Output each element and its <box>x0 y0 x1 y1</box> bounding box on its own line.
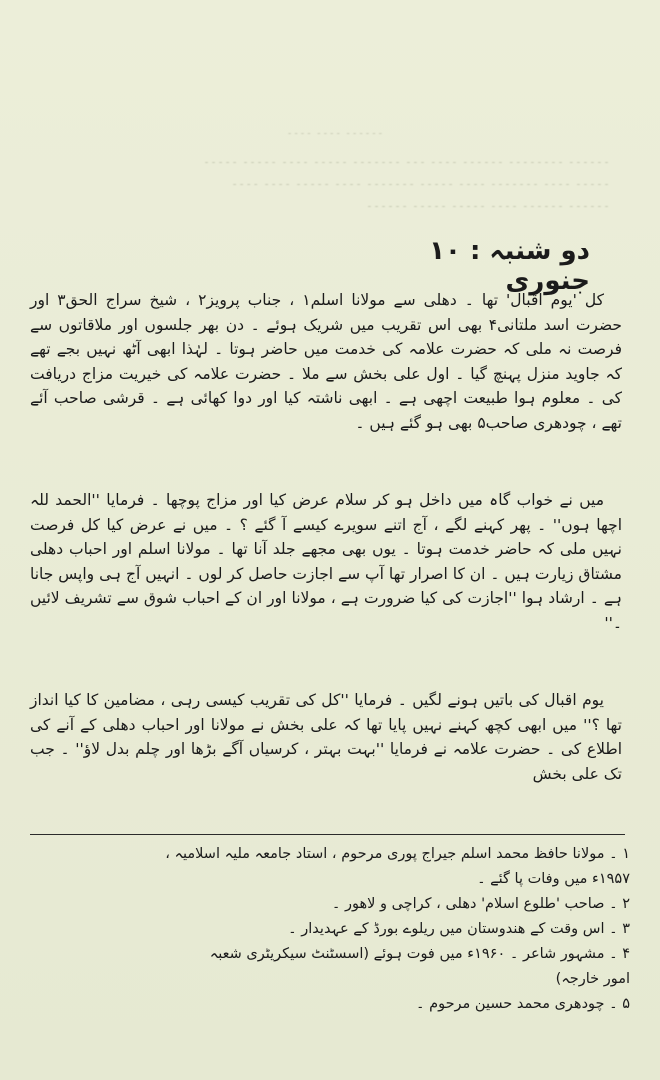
footnote-3: ۳ ۔ اس وقت کے ھندوستان میں ریلوے بورڈ کے عہدیدار ۔ <box>288 921 630 937</box>
footnotes <box>30 842 630 1017</box>
footnote-5: ۵ ۔ چودھری محمد حسین مرحوم ۔ <box>416 996 630 1012</box>
paragraph-text: کل 'یوم اقبال' تھا ۔ دھلی سے مولانا اسلم۱ ، جناب پرویز۲ ، شیخ سراج الحق۳ اور حضرت اسد ملتانی۴ بھی اس تقریب میں شریک ہوئے ۔ دن بھر جلسوں اور ملاقاتوں سے فرصت نہ ملی کہ حضرت علامہ کی خدمت میں حاضر ہوتا ۔ لہٰذا ابھی آٹھ نہیں بجے تھے کہ جاوید منزل پہنچ گیا ۔ اول علی بخش سے ملا ۔ حضرت علامہ کی خیریت مزاج دریافت کی ۔ معلوم ہوا طبیعت اچھی ہے ۔ ابھی ناشتہ کیا اور دوا کھائی ہے ۔ قرشی صاحب آئے تھے ، چودھری صاحب۵ بھی ہو گئے ہیں ۔ <box>30 291 622 432</box>
body-paragraph <box>30 688 622 786</box>
footnote-4-continuation: امور خارجہ) <box>555 971 630 987</box>
body-paragraph <box>30 488 622 635</box>
footnote-2: ۲ ۔ صاحب 'طلوع اسلام' دھلی ، کراچی و لاھور ۔ <box>331 896 630 912</box>
paragraph-text: یوم اقبال کی باتیں ہونے لگیں ۔ فرمایا ''کل کی تقریب کیسی رہی ، مضامین کا کیا انداز تھا ؟'' میں ابھی کچھ کہنے نہیں پایا تھا کہ علی بخش نے مولانا اور احباب دھلی کے آنے کی اطلاع کی ۔ حضرت علامہ نے فرمایا ''بہت بہتر ، کرسیاں آگے بڑھا اور چلم بدل لاؤ'' ۔ جب تک علی بخش <box>30 691 622 783</box>
footnote-1-continuation: ۱۹۵۷ء میں وفات پا گئے ۔ <box>477 871 630 887</box>
footnote-1: ۱ ۔ مولانا حافظ محمد اسلم جیراج پوری مرحوم ، استاد جامعہ ملیہ اسلامیہ ، <box>165 846 630 862</box>
footnote-divider <box>30 834 625 835</box>
entry-date-heading: دو شنبہ : ۱۰ جنوری <box>429 236 590 296</box>
footnote-4: ۴ ۔ مشہور شاعر ۔ ۱۹۶۰ء میں فوت ہوئے (اسسٹنٹ سیکریٹری شعبہ <box>209 946 630 962</box>
body-paragraph <box>30 288 622 435</box>
paragraph-text: میں نے خواب گاہ میں داخل ہو کر سلام عرض کیا اور مزاج پوچھا ۔ فرمایا ''الحمد للہ اچھا ہوں'' ۔ پھر کہنے لگے ، آج اتنے سویرے کیسے آ گئے ؟ ۔ میں نے عرض کیا کل فرصت نہیں ملی کہ حاضر خدمت ہوتا ۔ یوں بھی مجھے جلد آنا تھا ۔ مولانا اسلم اور احباب دھلی مشتاق زیارت ہیں ۔ ان کا اصرار تھا آپ سے اجازت حاصل کر لوں ۔ انہیں آج ہی واپس جانا ہے ۔ ارشاد ہوا ''اجازت کی کیا ضرورت ہے ، مولانا اور ان کے احباب شوق سے تشریف لائیں ۔'' <box>30 491 622 632</box>
bleed-through-text: ۔۔۔۔۔۔ ۔۔۔۔ ۔۔۔۔ ۔۔۔۔۔۔ ۔۔۔۔۔۔۔۔ ۔۔۔۔۔۔ ۔۔۔۔ ۔۔۔ ۔۔۔۔۔۔۔ ۔۔۔۔۔ ۔۔۔۔ ۔۔۔۔۔ ۔۔۔۔۔ ۔۔۔۔۔ ۔۔۔۔ ۔۔۔۔۔۔۔ ۔۔۔۔ ۔۔۔۔۔ ۔۔۔۔۔۔۔ ۔۔۔۔ ۔۔۔۔۔ ۔۔۔۔ ۔۔۔۔ ۔۔۔۔۔۔ ۔۔۔۔۔۔ ۔۔۔۔ ۔۔۔۔۔ ۔۔۔۔۔ ۔۔۔۔۔۔ <box>203 124 610 210</box>
